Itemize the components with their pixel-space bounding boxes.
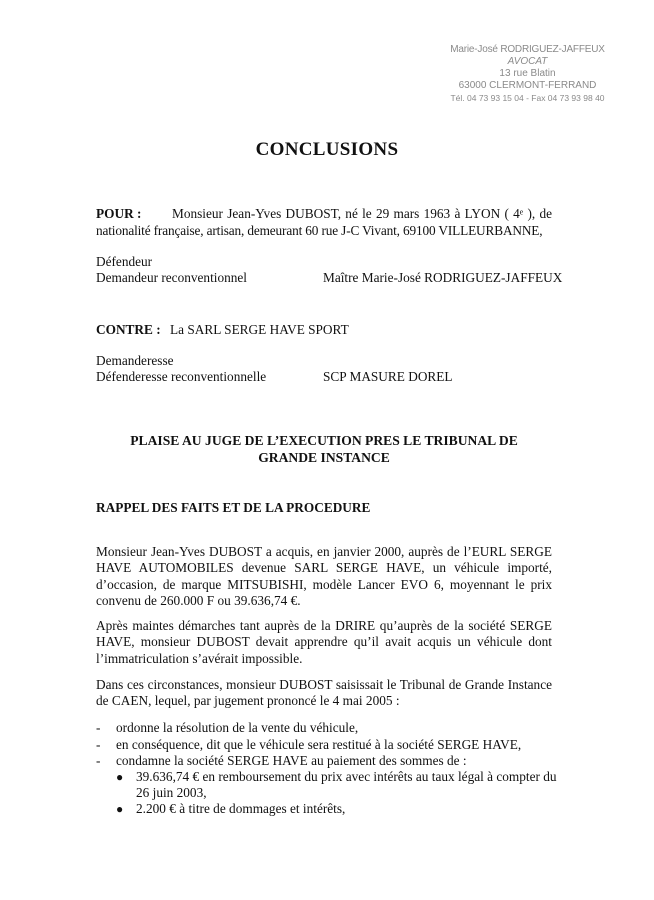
- stamp-city: 63000 CLERMONT-FERRAND: [458, 80, 597, 91]
- document-title: CONCLUSIONS: [255, 139, 399, 160]
- list-item-text: 39.636,74 € en remboursement du prix avec intérêts au taux légal à compter du 26 juin 2003,: [136, 769, 557, 800]
- dash-mark: -: [96, 720, 101, 735]
- paragraph-acquisition: Monsieur Jean-Yves DUBOST a acquis, en janvier 2000, auprès de l’EURL SERGE HAVE AUTOMOBILES devenue SARL SERGE HAVE, un véhicule importé, d’occasion, de marque MITSUBISHI, modèle Lancer EVO 6, moyennant le prix convenu de 260.000 F ou 39.636,74 €.: [96, 544, 552, 609]
- lawyer-stamp: [420, 44, 635, 104]
- list-item-text: condamne la société SERGE HAVE au paiement des sommes de :: [116, 753, 467, 768]
- contre-party: La SARL SERGE HAVE SPORT: [170, 322, 349, 337]
- pour-text-second: nationalité française, artisan, demeurant 60 rue J-C Vivant, 69100 VILLEURBANNE,: [96, 223, 543, 238]
- list-item-text: ordonne la résolution de la vente du véhicule,: [116, 720, 359, 735]
- pour-text-first: Monsieur Jean-Yves DUBOST, né le 29 mars 1963 à LYON ( 4ᵉ ), de: [172, 206, 552, 221]
- bullet-mark: ●: [116, 770, 124, 784]
- pour-role-demandeur: Demandeur reconventionnel: [96, 270, 248, 285]
- stamp-street: 13 rue Blatin: [499, 68, 556, 79]
- pour-label: POUR :: [96, 206, 142, 221]
- court-heading-line2: GRANDE INSTANCE: [258, 449, 390, 465]
- stamp-name: Marie-José RODRIGUEZ-JAFFEUX: [450, 44, 605, 55]
- contre-counsel: SCP MASURE DOREL: [323, 369, 453, 384]
- list-item-text: 2.200 € à titre de dommages et intérêts,: [136, 801, 346, 816]
- pour-counsel: Maître Marie-José RODRIGUEZ-JAFFEUX: [323, 270, 563, 285]
- contre-role-demanderesse: Demanderesse: [96, 353, 174, 368]
- bullet-mark: ●: [116, 802, 124, 816]
- paragraph-demarches: Après maintes démarches tant auprès de la DRIRE qu’auprès de la société SERGE HAVE, monsieur DUBOST devait apprendre qu’il avait acquis un véhicule dont l’immatriculation s’avérait impossible.: [96, 618, 552, 666]
- section-title: RAPPEL DES FAITS ET DE LA PROCEDURE: [96, 500, 371, 515]
- dash-mark: -: [96, 737, 101, 752]
- contre-role-defenderesse: Défenderesse reconventionnelle: [96, 369, 267, 384]
- contre-label: CONTRE :: [96, 322, 161, 337]
- list-item-text: en conséquence, dit que le véhicule sera restitué à la société SERGE HAVE,: [116, 737, 522, 752]
- paragraph-circonstances: Dans ces circonstances, monsieur DUBOST saisissait le Tribunal de Grande Instance de CAEN, lequel, par jugement prononcé le 4 mai 2005 :: [96, 677, 552, 709]
- court-heading: [96, 433, 552, 466]
- stamp-title: AVOCAT: [507, 56, 548, 67]
- court-heading-line1: PLAISE AU JUGE DE L’EXECUTION PRES LE TRIBUNAL DE: [130, 433, 518, 448]
- stamp-phone: Tél. 04 73 93 15 04 - Fax 04 73 93 98 40: [450, 93, 605, 103]
- pour-role-defendeur: Défendeur: [96, 254, 153, 269]
- dash-mark: -: [96, 753, 101, 768]
